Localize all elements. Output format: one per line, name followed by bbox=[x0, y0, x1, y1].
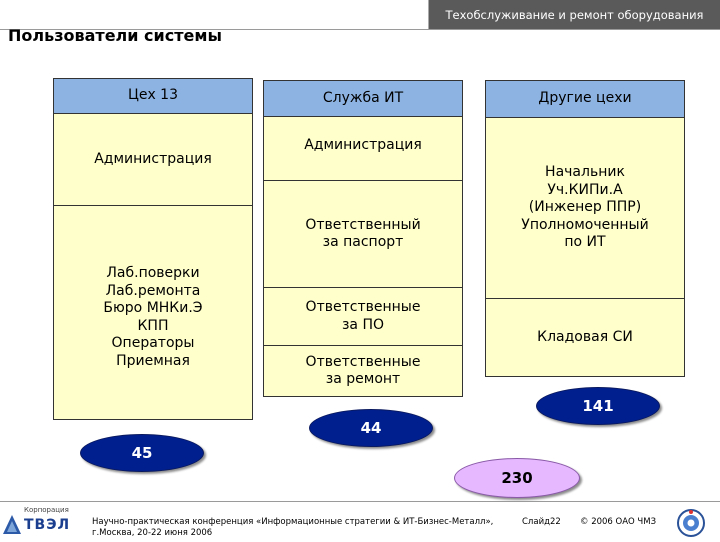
section-header: Техобслуживание и ремонт оборудования bbox=[428, 0, 720, 30]
tvel-logo-name: ТВЭЛ bbox=[24, 517, 71, 533]
chmz-emblem-icon bbox=[676, 508, 706, 538]
footer-divider bbox=[0, 501, 720, 502]
total-count-badge: 230 bbox=[454, 458, 580, 498]
other-workshops-head-staff: Начальник Уч.КИПи.А (Инженер ППР) Уполномоченный по ИТ bbox=[485, 117, 685, 299]
it-service-repair-responsible: Ответственные за ремонт bbox=[263, 345, 463, 397]
it-service-administration: Администрация bbox=[263, 116, 463, 181]
workshop-13-count-badge: 45 bbox=[80, 434, 204, 472]
it-service-count-badge: 44 bbox=[309, 409, 433, 447]
column-header-workshop-13: Цех 13 bbox=[53, 78, 253, 114]
column-header-other-workshops: Другие цехи bbox=[485, 80, 685, 118]
it-service-software-responsible: Ответственные за ПО bbox=[263, 287, 463, 346]
slide-number: Слайд22 bbox=[522, 517, 561, 527]
tvel-logo bbox=[2, 506, 86, 538]
tvel-logo-icon bbox=[2, 514, 22, 536]
workshop-13-departments: Лаб.поверки Лаб.ремонта Бюро МНКи.Э КПП Операторы Приемная bbox=[53, 205, 253, 420]
column-header-it-service: Служба ИТ bbox=[263, 80, 463, 117]
page-title: Пользователи системы bbox=[8, 26, 222, 45]
other-workshops-count-badge: 141 bbox=[536, 387, 660, 425]
footer-conference: Научно-практическая конференция «Информационные стратегии & ИТ-Бизнес-Металл», bbox=[92, 517, 494, 527]
tvel-logo-caption: Корпорация bbox=[24, 506, 69, 514]
workshop-13-administration: Администрация bbox=[53, 113, 253, 206]
other-workshops-storeroom: Кладовая СИ bbox=[485, 298, 685, 377]
footer-copyright: © 2006 ОАО ЧМЗ bbox=[580, 517, 657, 527]
it-service-passport-responsible: Ответственный за паспорт bbox=[263, 180, 463, 288]
footer-location: г.Москва, 20-22 июня 2006 bbox=[92, 528, 213, 538]
